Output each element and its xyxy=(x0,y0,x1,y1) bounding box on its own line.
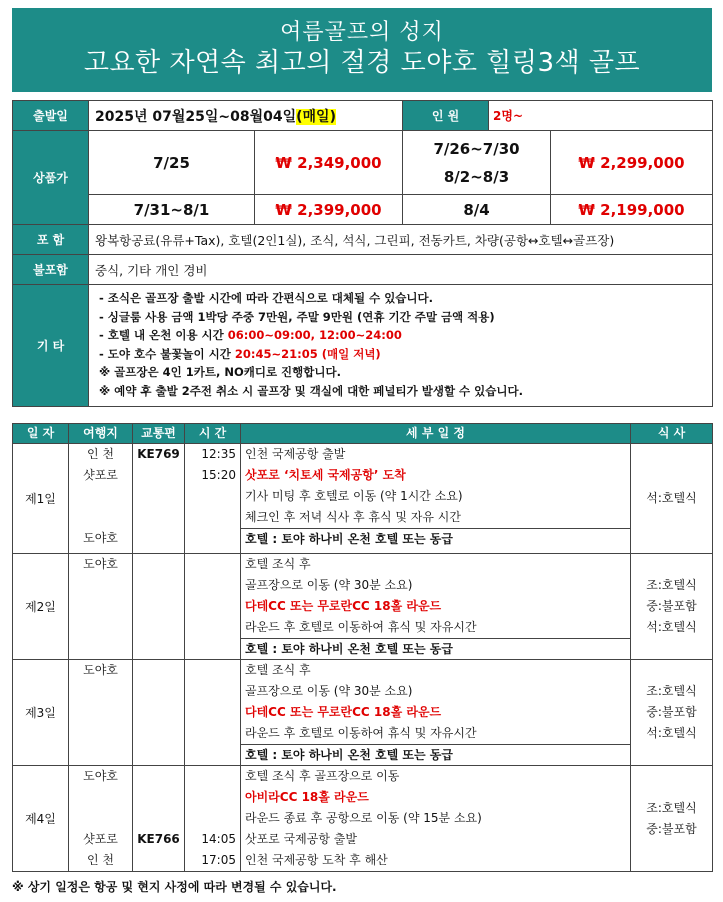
time-text: 14:05 xyxy=(201,832,236,846)
place-text xyxy=(69,617,132,638)
flight-number xyxy=(133,554,184,575)
price-label: 상품가 xyxy=(13,131,89,225)
time-text: 17:05 xyxy=(201,853,236,867)
place-text xyxy=(69,575,132,596)
price-date: 8/2~8/3 xyxy=(443,167,510,186)
meal-text: 중:불포함 xyxy=(646,705,697,719)
time-text xyxy=(185,486,236,507)
place-cell xyxy=(69,660,133,766)
time-text xyxy=(185,617,236,638)
note-line: - 조식은 골프장 출발 시간에 따라 간편식으로 대체될 수 있습니다. xyxy=(99,291,434,305)
flight-number: KE769 xyxy=(137,447,180,461)
detail-line: 다테CC 또는 무로란CC 18홀 라운드 xyxy=(245,599,442,613)
place-text xyxy=(69,787,132,808)
price-date: 7/25 xyxy=(89,131,255,195)
meal-text: 중:불포함 xyxy=(646,599,697,613)
people-label: 인 원 xyxy=(403,101,489,131)
place-cell xyxy=(69,554,133,660)
flight-number xyxy=(133,850,184,871)
flight-number xyxy=(133,660,184,681)
header-meals: 식 사 xyxy=(631,424,713,444)
place-text: 인 천 xyxy=(87,447,114,461)
flight-number xyxy=(133,702,184,723)
detail-line: 라운드 후 호텔로 이동하여 휴식 및 자유시간 xyxy=(245,726,477,740)
transport-cell xyxy=(133,444,185,554)
detail-line: 삿포로 국제공항 출발 xyxy=(245,832,357,846)
meal-text: 석:호텔식 xyxy=(646,620,697,634)
time-text xyxy=(185,528,236,549)
departure-date-range: 2025년 07월25일~08월04일 xyxy=(95,108,297,125)
day-label: 제2일 xyxy=(13,554,69,660)
transport-cell xyxy=(133,766,185,872)
header-transport: 교통편 xyxy=(133,424,185,444)
place-text: 도야호 xyxy=(83,557,118,571)
place-text xyxy=(69,702,132,723)
time-text xyxy=(185,744,236,765)
title-banner xyxy=(12,8,712,92)
time-text xyxy=(185,638,236,659)
header-details: 세 부 일 정 xyxy=(241,424,631,444)
place-text xyxy=(69,723,132,744)
flight-number: KE766 xyxy=(137,832,180,846)
flight-number xyxy=(133,617,184,638)
detail-line: 호텔 조식 후 xyxy=(245,663,311,677)
note-line: - 도야 호수 불꽃놀이 시간 20:45~21:05 (매일 저녁) xyxy=(99,346,381,361)
time-text xyxy=(185,554,236,575)
flight-number xyxy=(133,528,184,549)
detail-line: 다테CC 또는 무로란CC 18홀 라운드 xyxy=(245,705,442,719)
detail-line: 삿포로 ‘치토세 국제공항’ 도착 xyxy=(245,468,406,482)
meal-text: 조:호텔식 xyxy=(646,800,697,815)
itinerary-day-row xyxy=(13,444,713,554)
price-date: 8/4 xyxy=(403,195,551,225)
time-cell xyxy=(185,444,241,554)
price-date: 7/31~8/1 xyxy=(89,195,255,225)
flight-number xyxy=(133,808,184,829)
place-text xyxy=(69,744,132,765)
day-label: 제4일 xyxy=(13,766,69,872)
time-text xyxy=(185,507,236,528)
included-text: 왕복항공료(유류+Tax), 호텔(2인1실), 조식, 석식, 그린피, 전동카트, 차량(공항↔호텔↔골프장) xyxy=(89,225,713,255)
flight-number xyxy=(133,465,184,486)
detail-line: 인천 국제공항 도착 후 해산 xyxy=(245,853,388,867)
day-label: 제1일 xyxy=(13,444,69,554)
people-value: 2명~ xyxy=(489,101,713,131)
meal-text: 중:불포함 xyxy=(646,821,697,836)
price-date: 7/26~7/30 xyxy=(433,139,520,158)
meals-cell xyxy=(631,444,713,554)
detail-line: 골프장으로 이동 (약 30분 소요) xyxy=(245,578,413,592)
details-cell xyxy=(241,554,631,660)
excluded-text: 중식, 기타 개인 경비 xyxy=(89,255,713,285)
note-line: ※ 골프장은 4인 1카트, NO캐디로 진행합니다. xyxy=(99,365,341,379)
flight-number xyxy=(133,787,184,808)
transport-cell xyxy=(133,554,185,660)
transport-cell xyxy=(133,660,185,766)
place-text xyxy=(69,596,132,617)
detail-line: 라운드 후 호텔로 이동하여 휴식 및 자유시간 xyxy=(245,620,477,634)
detail-line: 기사 미팅 후 호텔로 이동 (약 1시간 소요) xyxy=(245,489,463,503)
flight-number xyxy=(133,575,184,596)
place-text: 샷포로 xyxy=(83,832,118,846)
detail-line: 아비라CC 18홀 라운드 xyxy=(245,790,369,804)
departure-label: 출발일 xyxy=(13,101,89,131)
price-value: ₩ 2,399,000 xyxy=(255,195,403,225)
header-day: 일 자 xyxy=(13,424,69,444)
place-cell xyxy=(69,444,133,554)
place-text xyxy=(69,486,132,507)
daily-badge: (매일) xyxy=(296,108,336,125)
flight-number xyxy=(133,507,184,528)
time-text xyxy=(185,596,236,617)
time-text xyxy=(185,575,236,596)
meal-text: 조:호텔식 xyxy=(646,684,697,698)
note-line: - 호텔 내 온천 이용 시간 06:00~09:00, 12:00~24:00 xyxy=(99,328,402,342)
time-cell xyxy=(185,660,241,766)
header-place: 여행지 xyxy=(69,424,133,444)
detail-line: 호텔 조식 후 xyxy=(245,557,311,571)
place-text: 샷포로 xyxy=(83,468,118,482)
time-cell xyxy=(185,554,241,660)
time-text: 12:35 xyxy=(201,447,236,461)
place-text: 도야호 xyxy=(83,663,118,677)
details-cell xyxy=(241,766,631,872)
meals-cell xyxy=(631,554,713,660)
title-line-2: 고요한 자연속 최고의 절경 도야호 힐링3색 골프 xyxy=(83,48,641,78)
etc-label: 기 타 xyxy=(13,285,89,407)
note-line: - 싱글룸 사용 금액 1박당 주중 7만원, 주말 9만원 (연휴 기간 주말 금액 적용) xyxy=(99,309,495,324)
place-text xyxy=(69,507,132,528)
place-text xyxy=(69,638,132,659)
itinerary-table xyxy=(12,423,713,872)
price-value: ₩ 2,349,000 xyxy=(255,131,403,195)
meals-cell xyxy=(631,766,713,872)
flight-number xyxy=(133,766,184,787)
place-text: 인 천 xyxy=(87,853,114,867)
time-text xyxy=(185,660,236,681)
itinerary-day-row xyxy=(13,554,713,660)
flight-number xyxy=(133,596,184,617)
flight-number xyxy=(133,723,184,744)
flight-number xyxy=(133,638,184,659)
flight-number xyxy=(133,681,184,702)
detail-line: 골프장으로 이동 (약 30분 소요) xyxy=(245,684,413,698)
excluded-label: 불포함 xyxy=(13,255,89,285)
time-text xyxy=(185,808,236,829)
time-text xyxy=(185,766,236,787)
place-cell xyxy=(69,766,133,872)
time-text xyxy=(185,702,236,723)
hotel-line: 호텔 : 토야 하나비 온천 호텔 또는 동급 xyxy=(241,638,630,659)
itinerary-day-row xyxy=(13,660,713,766)
departure-dates xyxy=(89,101,403,131)
footer-note: ※ 상기 일정은 항공 및 현지 사정에 따라 변경될 수 있습니다. xyxy=(12,880,337,894)
price-value: ₩ 2,199,000 xyxy=(551,195,713,225)
details-cell xyxy=(241,660,631,766)
info-table xyxy=(12,100,713,407)
title-line-1: 여름골프의 성지 xyxy=(280,20,444,45)
time-text xyxy=(185,681,236,702)
meal-text: 조:호텔식 xyxy=(646,578,697,592)
meal-text: 석:호텔식 xyxy=(646,726,697,740)
day-label: 제3일 xyxy=(13,660,69,766)
itinerary-day-row xyxy=(13,766,713,872)
meals-cell xyxy=(631,660,713,766)
place-text: 도야호 xyxy=(83,531,118,545)
detail-line: 체크인 후 저녁 식사 후 휴식 및 자유 시간 xyxy=(245,510,461,524)
meal-text: 석:호텔식 xyxy=(646,491,697,505)
price-value: ₩ 2,299,000 xyxy=(551,131,713,195)
header-time: 시 간 xyxy=(185,424,241,444)
time-text xyxy=(185,787,236,808)
time-text xyxy=(185,723,236,744)
hotel-line: 호텔 : 토야 하나비 온천 호텔 또는 동급 xyxy=(241,744,630,765)
price-date-group xyxy=(403,131,551,195)
time-text: 15:20 xyxy=(201,468,236,482)
detail-line: 인천 국제공항 출발 xyxy=(245,447,346,461)
detail-line: 라운드 종료 후 공항으로 이동 (약 15분 소요) xyxy=(245,811,482,825)
place-text xyxy=(69,681,132,702)
details-cell xyxy=(241,444,631,554)
place-text xyxy=(69,808,132,829)
note-line: ※ 예약 후 출발 2주전 취소 시 골프장 및 객실에 대한 페널티가 발생할 수 있습니다. xyxy=(99,383,523,398)
hotel-line: 호텔 : 토야 하나비 온천 호텔 또는 동급 xyxy=(241,528,630,549)
included-label: 포 함 xyxy=(13,225,89,255)
place-text: 도야호 xyxy=(83,769,118,783)
flight-number xyxy=(133,486,184,507)
time-cell xyxy=(185,766,241,872)
flight-number xyxy=(133,744,184,765)
etc-notes xyxy=(89,285,713,407)
detail-line: 호텔 조식 후 골프장으로 이동 xyxy=(245,769,400,783)
